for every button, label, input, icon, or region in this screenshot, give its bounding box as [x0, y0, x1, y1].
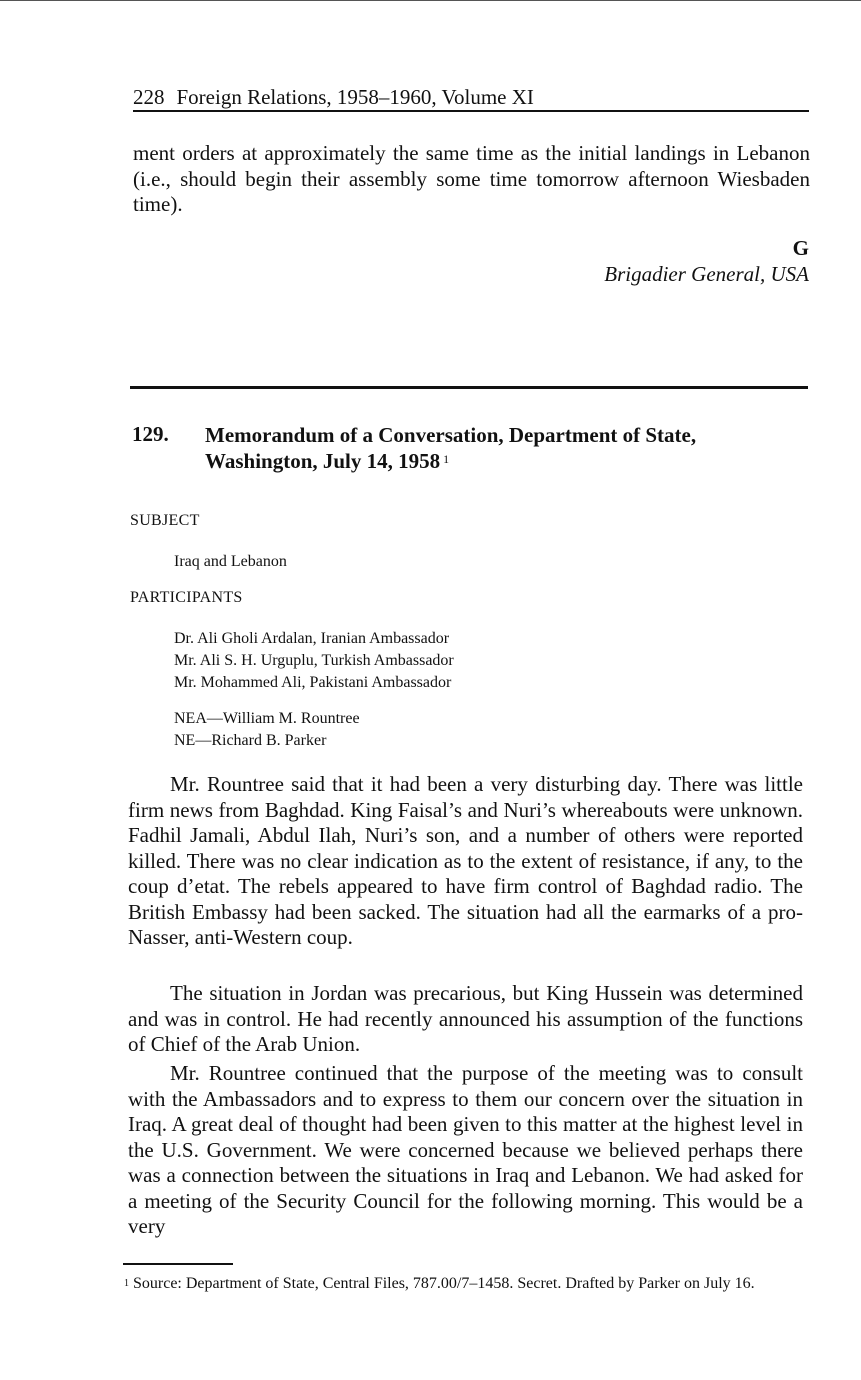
volume-title: Foreign Relations, 1958–1960, Volume XI	[176, 85, 534, 109]
participant-list	[174, 628, 454, 694]
footnote-marker: 1	[124, 1278, 129, 1289]
footnote	[124, 1274, 800, 1293]
running-header	[133, 84, 809, 112]
section-divider	[130, 386, 808, 389]
body-paragraph-text: The situation in Jordan was precarious, but King Hussein was determined and was in control. He had recently announced his assumption of the functions of Chief of the Arab Union.	[128, 981, 803, 1056]
signature-initial: G	[792, 236, 809, 260]
participants-label: PARTICIPANTS	[130, 589, 243, 606]
participant: Mr. Mohammed Ali, Pakistani Ambassador	[174, 674, 452, 691]
subject-label: SUBJECT	[130, 512, 200, 529]
body-paragraph	[128, 981, 803, 1058]
subject-text: Iraq and Lebanon	[174, 553, 287, 570]
body-paragraph-text: Mr. Rountree said that it had been a very disturbing day. There was little firm news from Baghdad. King Faisal’s and Nuri’s whereabouts were unknown. Fadhil Jamali, Abdul Ilah, Nuri’s son, and a number of others were reported killed. There was no clear indication as to the extent of resistance, if any, to the coup d’etat. The rebels appeared to have firm control of Baghdad radio. The British Embassy had been sacked. The situation had all the earmarks of a pro-Nasser, anti-Western coup.	[128, 772, 803, 949]
body-paragraph	[128, 772, 803, 951]
participant: Dr. Ali Gholi Ardalan, Iranian Ambassador	[174, 630, 450, 647]
participant: NE—Richard B. Parker	[174, 732, 327, 749]
footnote-text: Source: Department of State, Central Files, 787.00/7–1458. Secret. Drafted by Parker on July 16.	[133, 1275, 755, 1292]
body-paragraph	[128, 1061, 803, 1240]
footnote-reference: 1	[443, 452, 450, 466]
participant: NEA—William M. Rountree	[174, 710, 360, 727]
participant: Mr. Ali S. H. Urguplu, Turkish Ambassador	[174, 652, 454, 669]
continued-paragraph: ment orders at approximately the same time as the initial landings in Lebanon (i.e., should begin their assembly some time tomorrow afternoon Wiesbaden time).	[133, 141, 810, 216]
us-participant-list	[174, 708, 360, 752]
document-number: 129.	[132, 422, 169, 446]
scan-top-edge	[0, 0, 861, 1]
body-paragraph-text: Mr. Rountree continued that the purpose of the meeting was to consult with the Ambassadors and to express to them our concern over the situation in Iraq. A great deal of thought had been given to this matter at the highest level in the U.S. Government. We were concerned because we believed perhaps there was a connection between the situations in Iraq and Lebanon. We had asked for a meeting of the Security Council for the following morning. This would be a very	[128, 1061, 803, 1238]
document-title-text: Memorandum of a Conversation, Department of State, Washington, July 14, 1958	[205, 423, 697, 473]
document-title	[205, 422, 805, 474]
footnote-divider	[123, 1263, 233, 1265]
page-number: 228	[133, 85, 165, 109]
signature-title: Brigadier General, USA	[604, 262, 809, 286]
